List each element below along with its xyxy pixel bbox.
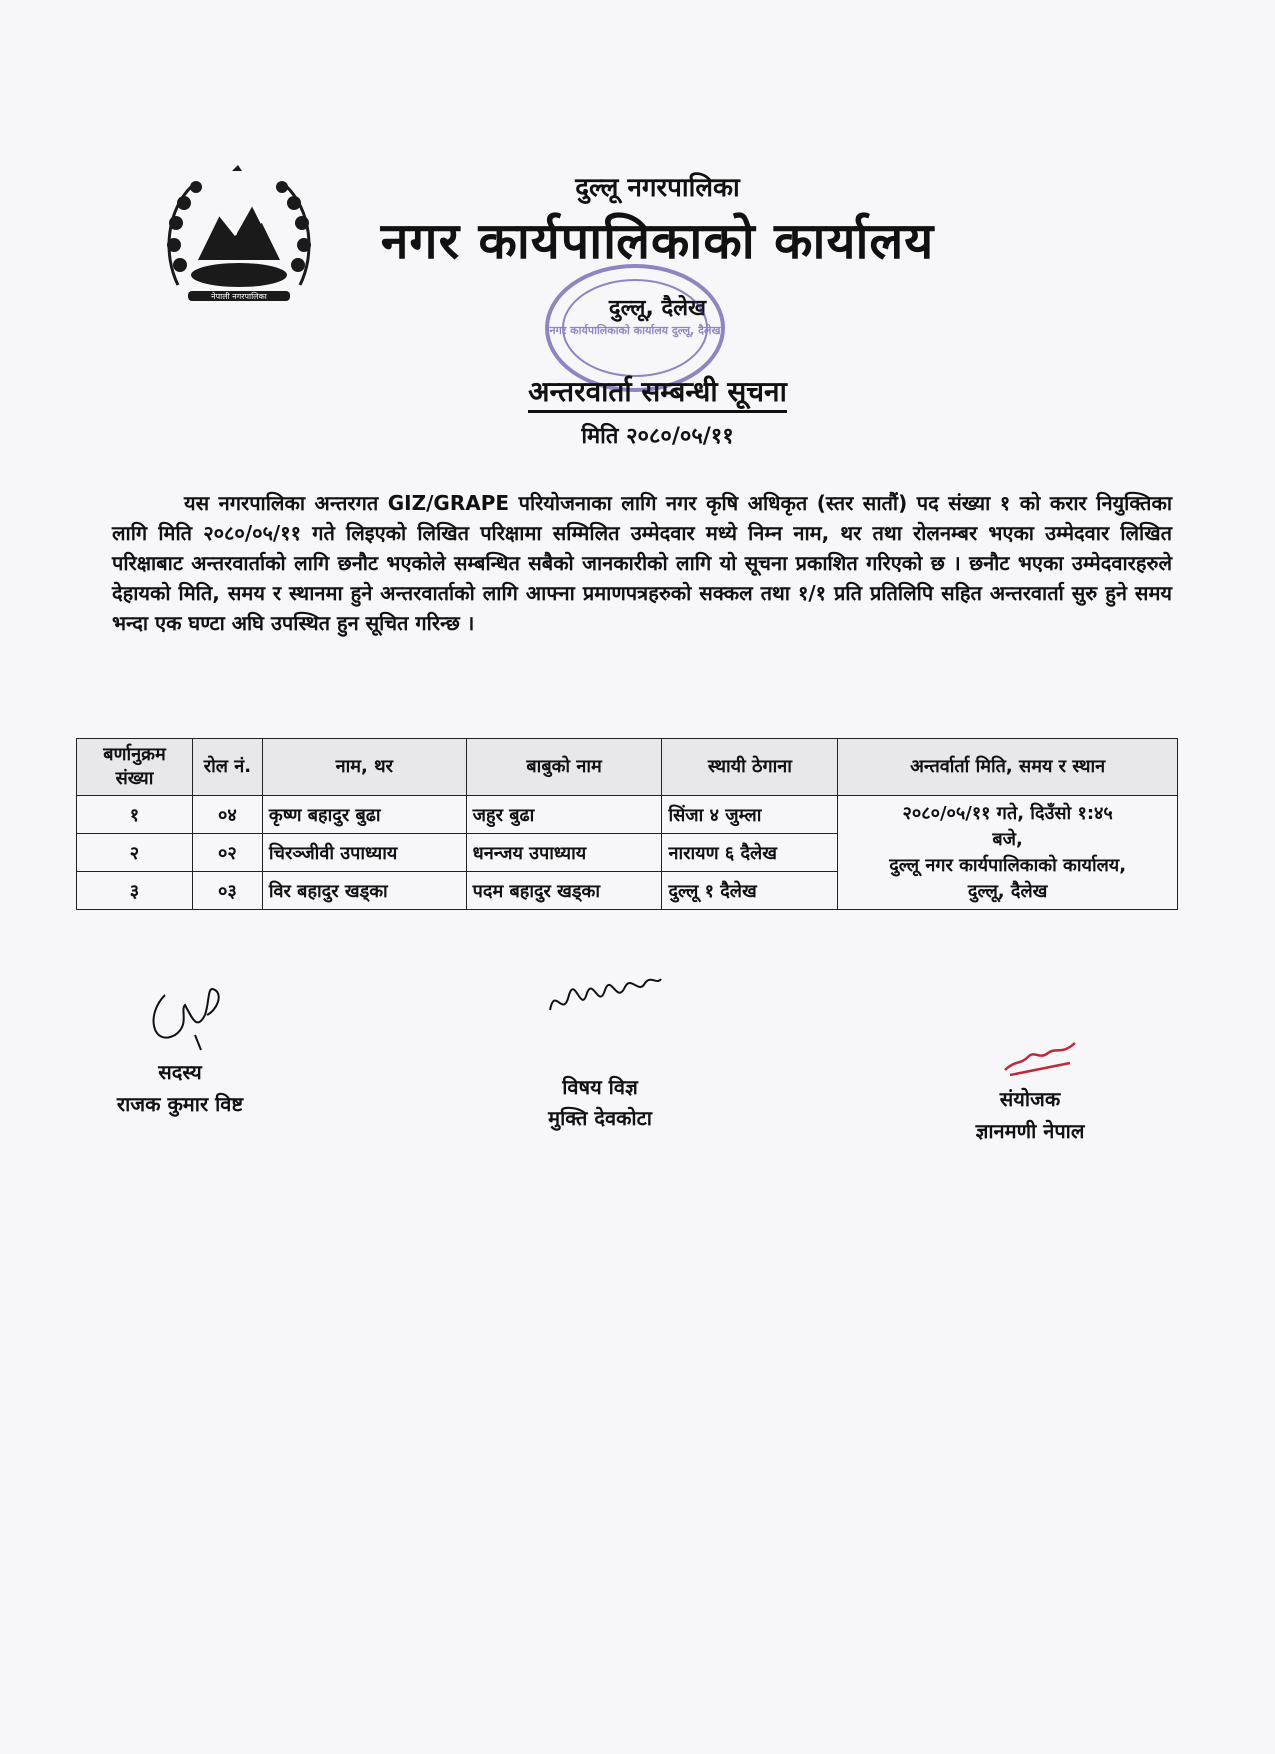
column-header-venue: अन्तर्वार्ता मिति, समय र स्थान [838,739,1178,796]
municipality-name: दुल्लू नगरपालिका [575,173,740,203]
cell-serial: २ [77,834,193,872]
signature-member-name: राजक कुमार विष्ट [116,1092,244,1116]
cell-venue [838,796,1178,910]
column-header-name: नाम, थर [262,739,466,796]
stamp-text: नगर कार्यपालिकाको कार्यालय दुल्लू, दैलेख [549,324,721,337]
cell-father: धनन्जय उपाध्याय [466,834,662,872]
signature-coordinator-name: ज्ञानमणी नेपाल [975,1119,1085,1143]
signature-expert-title: विषय विज्ञ [562,1075,638,1099]
column-header-father: बाबुको नाम [466,739,662,796]
cell-serial: ३ [77,872,193,910]
emblem-ribbon-text: नेपाली नगरपालिका [211,292,267,301]
cell-address: दुल्लू १ दैलेख [662,872,838,910]
notice-title-text: अन्तरवार्ता सम्बन्धी सूचना [528,375,787,413]
cell-name: विर बहादुर खड्का [262,872,466,910]
candidate-table [76,738,1178,910]
cell-name: चिरञ्जीवी उपाध्याय [262,834,466,872]
cell-address: नारायण ६ दैलेख [662,834,838,872]
signature-expert-name: मुक्ति देवकोटा [548,1106,652,1130]
table-row [77,796,1178,834]
cell-father: पदम बहादुर खड्का [466,872,662,910]
signature-coordinator-title: संयोजक [999,1087,1061,1111]
office-address: दुल्लू, दैलेख [608,296,707,321]
column-header-serial: बर्णानुक्रम संख्या [77,739,193,796]
cell-roll: ०४ [192,796,262,834]
cell-roll: ०३ [192,872,262,910]
cell-roll: ०२ [192,834,262,872]
venue-line: २०८०/०५/११ गते, दिउँसो १:४५ [902,802,1113,824]
venue-line: बजे, [992,828,1023,850]
cell-serial: १ [77,796,193,834]
office-title: नगर कार्यपालिकाको कार्यालय [380,212,935,270]
cell-father: जहुर बुढा [466,796,662,834]
notice-date: मिति २०८०/०५/११ [581,424,734,449]
signature-member-title: सदस्य [158,1060,202,1084]
column-header-roll: रोल नं. [192,739,262,796]
column-header-address: स्थायी ठेगाना [662,739,838,796]
notice-body: यस नगरपालिका अन्तरगत GIZ/GRAPE परियोजनाका लागि नगर कृषि अधिकृत (स्तर सातौं) पद संख्या १ को करार नियुक्तिका लागि मिति २०८०/०५/११ गते लिइएको लिखित परिक्षामा सम्मिलित उम्मेदवार मध्ये निम्न नाम, थर तथा रोलनम्बर भएका उम्मेदवार लिखित परिक्षाबाट अन्तरवार्ताको लागि छनौट भएकोले सम्बन्धित सबैको जानकारीको लागि यो सूचना प्रकाशित गरिएको छ । छनौट भएका उम्मेदवारहरुले देहायको मिति, समय र स्थानमा हुने अन्तरवार्ताको लागि आफ्ना प्रमाणपत्रहरुको सक्कल तथा १/१ प्रति प्रतिलिपि सहित अन्तरवार्ता सुरु हुने समय भन्दा एक घण्टा अघि उपस्थित हुन सूचित गरिन्छ । [112,491,1172,635]
signature-coordinator-icon [1000,1035,1080,1080]
venue-line: दुल्लू, दैलेख [967,880,1048,902]
signature-expert-icon [545,965,665,1025]
table-header-row [77,739,1178,796]
cell-address: सिंजा ४ जुम्ला [662,796,838,834]
notice-title [0,372,1275,410]
signature-member-icon [135,975,235,1055]
cell-name: कृष्ण बहादुर बुढा [262,796,466,834]
venue-line: दुल्लू नगर कार्यपालिकाको कार्यालय, [889,854,1127,876]
